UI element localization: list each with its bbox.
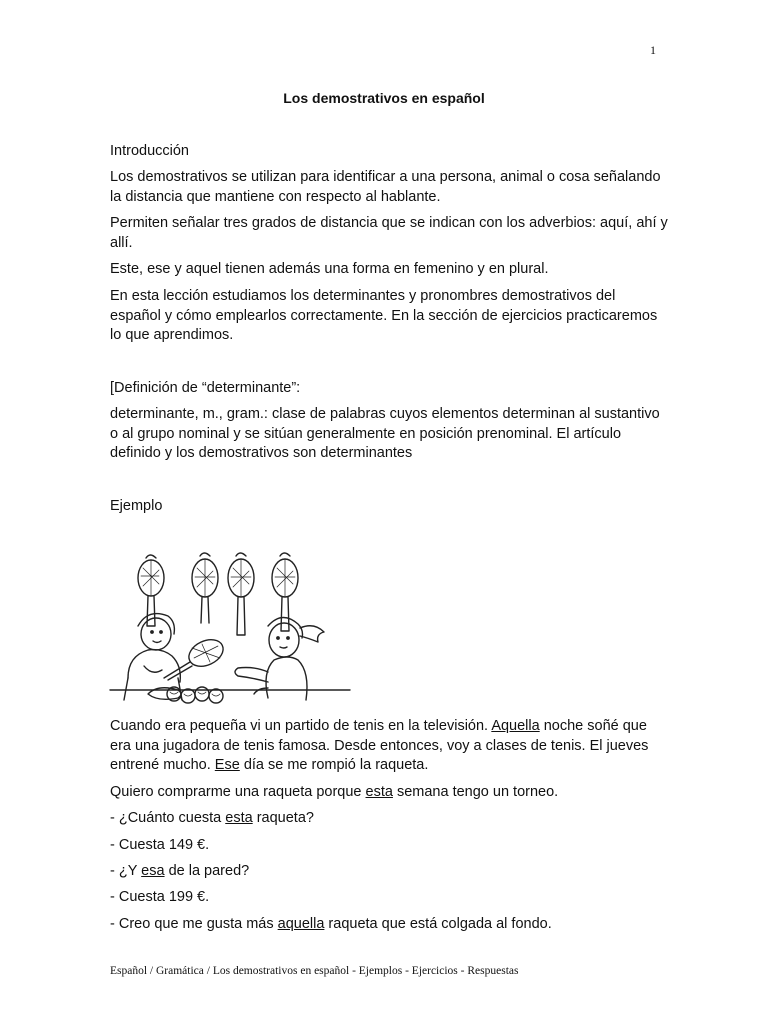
story-paragraph — [110, 717, 670, 776]
example-heading: Ejemplo — [110, 498, 163, 514]
line-text: - Cuesta 149 €. — [110, 837, 210, 853]
dialogue-line-2 — [110, 809, 670, 829]
line-text: raqueta? — [252, 810, 314, 826]
line-text: raqueta que está colgada al fondo. — [324, 916, 552, 932]
line-text: Quiero comprarme una raqueta porque — [110, 784, 366, 800]
demonstrative-esta: esta — [365, 784, 393, 800]
line-text: - ¿Y — [110, 863, 142, 879]
racket-3 — [228, 553, 254, 635]
counter — [110, 687, 350, 703]
intro-paragraph-1: Los demostrativos se utilizan para identificar a una persona, animal o cosa señalando la distancia que mantiene con respecto al hablante. — [110, 169, 661, 205]
demonstrative-esta: esta — [225, 810, 253, 826]
intro-heading: Introducción — [110, 143, 189, 159]
line-text: - Cuesta 199 €. — [110, 889, 210, 905]
demonstrative-aquella: aquella — [277, 916, 325, 932]
demonstrative-esa: esa — [141, 863, 165, 879]
dialogue-line-3 — [110, 836, 670, 856]
definition-heading: [Definición de “determinante”: — [110, 380, 301, 396]
racket-1 — [138, 555, 164, 626]
line-text: semana tengo un torneo. — [392, 784, 559, 800]
girl-figure — [235, 617, 324, 700]
dialogue-line-1 — [110, 783, 670, 803]
demonstrative-ese: Ese — [214, 757, 240, 773]
page-number: 1 — [650, 43, 656, 57]
intro-paragraph-4: En esta lección estudiamos los determinantes y pronombres demostrativos del español y cómo emplearlos correctamente. En la sección de ejercicios practicaremos lo que aprendimos. — [110, 288, 658, 343]
definition-text: determinante, m., gram.: clase de palabras cuyos elementos determinan al sustantivo o al grupo nominal y se sitúan generalmente en posición prenominal. El artículo definido y los demostrativos son determinantes — [110, 406, 660, 461]
page-footer: Español / Gramática / Los demostrativos en español - Ejemplos - Ejercicios - Respuestas — [110, 965, 519, 977]
line-text: de la pared? — [164, 863, 250, 879]
demonstrative-aquella: Aquella — [491, 718, 540, 734]
dialogue-line-4 — [110, 862, 670, 882]
tennis-shop-illustration — [108, 548, 352, 706]
story-text-2: noche soñé que era una jugadora de tenis famosa. Desde entonces, voy a clases de tenis. El jueves entrené mucho. — [110, 718, 649, 773]
dialogue-line-5 — [110, 888, 670, 908]
story-text-1: Cuando era pequeña vi un partido de tenis en la televisión. — [110, 718, 492, 734]
intro-paragraph-3: Este, ese y aquel tienen además una forma en femenino y en plural. — [110, 261, 549, 277]
story-text-3: día se me rompió la raqueta. — [239, 757, 429, 773]
page-title: Los demostrativos en español — [283, 90, 485, 106]
line-text: - Creo que me gusta más — [110, 916, 278, 932]
dialogue-line-6 — [110, 915, 670, 935]
line-text: - ¿Cuánto cuesta — [110, 810, 226, 826]
racket-2 — [192, 553, 218, 623]
intro-paragraph-2: Permiten señalar tres grados de distancia que se indican con los adverbios: aquí, ahí y allí. — [110, 215, 668, 251]
